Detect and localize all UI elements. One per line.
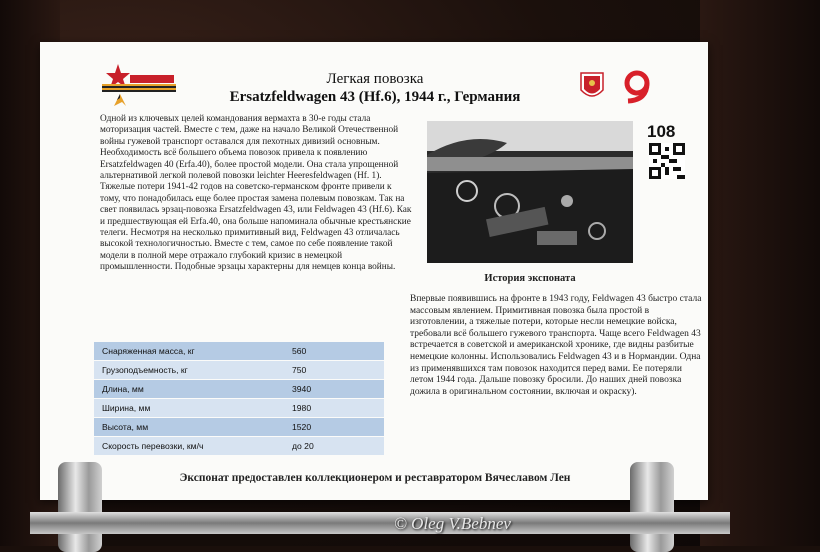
stand-post-left — [58, 462, 102, 552]
spec-row — [94, 361, 384, 379]
intro-text: Одной из ключевых целей командования вермахта в 30-е годы стала моторизация частей. Вместе с тем, даже на начало Великой Отечественной войны гужевой транспорт оставался для пехотных дивизий основным. Необходимость всё большего объема повозок привела к появлению Ersatzfeldwagen 40 (Erfa.40), более простой модели. Она стала упрощенной альтернативой легкой полевой повозки leichter Heeresfeldwagen (Hf. 1). Тяжелые потери 1941-42 годов на советско-германском фронте привели к тому, что понадобилась еще более простая замена полевым повозкам. Так на свет появилась эрзац-повозка Ersatzfeldwagen 43, или Feldwagen 43 (Hf.6). Как и предшествующая ей Erfa.40, она больше напоминала обычные крестьянские телеги. Несмотря на несколько примитивный вид, Feldwagen 43 отличалась высокой технологичностью. Вместе с тем, самое по себе появление такой модели в полной мере отражало глубокий кризис в немецкой промышленности. Подобные эрзацы характерны для немцев конца войны. — [100, 114, 412, 273]
spec-label: Грузоподъемность, кг — [102, 365, 188, 375]
background-right — [700, 0, 820, 546]
spec-value: 750 — [292, 365, 307, 375]
spec-value: 1520 — [292, 422, 312, 432]
footer-credit: Экспонат предоставлен коллекционером и реставратором Вячеславом Лен — [179, 472, 571, 484]
spec-row — [94, 418, 384, 436]
history-text: Впервые появившись на фронте в 1943 году, Feldwagen 43 быстро стала массовым явлением. Примитивная повозка была простой в изготовлении, а тяжелые потери, которые несли немецкие войска, требовали всё большего гужевого транспорта. Чаще всего Feldwagen 43 встречается в советской и американской хронике, где видны разбитые немецкие колонны. Использовались Feldwagen 43 и в Нормандии. Одна из применявшихся там повозок находится перед вами. Ее потеряли летом 1944 года. Дальше повозку бросили. До наших дней повозка дожила в оригинальном состоянии, включая и окраску). — [410, 294, 702, 397]
spec-label: Высота, мм — [102, 422, 149, 432]
photographer-watermark: © Oleg V.Bebnev — [394, 514, 511, 533]
spec-value: 560 — [292, 346, 307, 356]
moscow-coat-of-arms-icon — [580, 72, 604, 102]
spec-value: 1980 — [292, 403, 312, 413]
placard-title — [210, 70, 540, 106]
stand-rail — [30, 512, 730, 534]
spec-label: Скорость перевозки, км/ч — [102, 441, 204, 451]
historical-photo — [427, 121, 633, 263]
spec-label: Ширина, мм — [102, 403, 151, 413]
spec-value: 3940 — [292, 384, 312, 394]
spec-row — [94, 437, 384, 455]
qr-code-icon — [649, 143, 685, 179]
specs-table — [94, 342, 384, 456]
title-line-1: Легкая повозка — [326, 71, 424, 87]
placard — [40, 42, 708, 500]
spec-row — [94, 342, 384, 360]
spec-row — [94, 399, 384, 417]
motors-of-war-logo — [100, 58, 178, 108]
exhibit-number: 108 — [647, 122, 676, 141]
title-line-2: Ersatzfeldwagen 43 (Hf.6), 1944 г., Германия — [229, 89, 521, 105]
stand-post-right — [630, 462, 674, 552]
history-title: История экспоната — [484, 273, 576, 284]
spec-row — [94, 380, 384, 398]
spec-label: Длина, мм — [102, 384, 144, 394]
spec-label: Снаряженная масса, кг — [102, 346, 195, 356]
nine-logo-icon — [620, 70, 654, 104]
spec-value: до 20 — [292, 441, 314, 451]
